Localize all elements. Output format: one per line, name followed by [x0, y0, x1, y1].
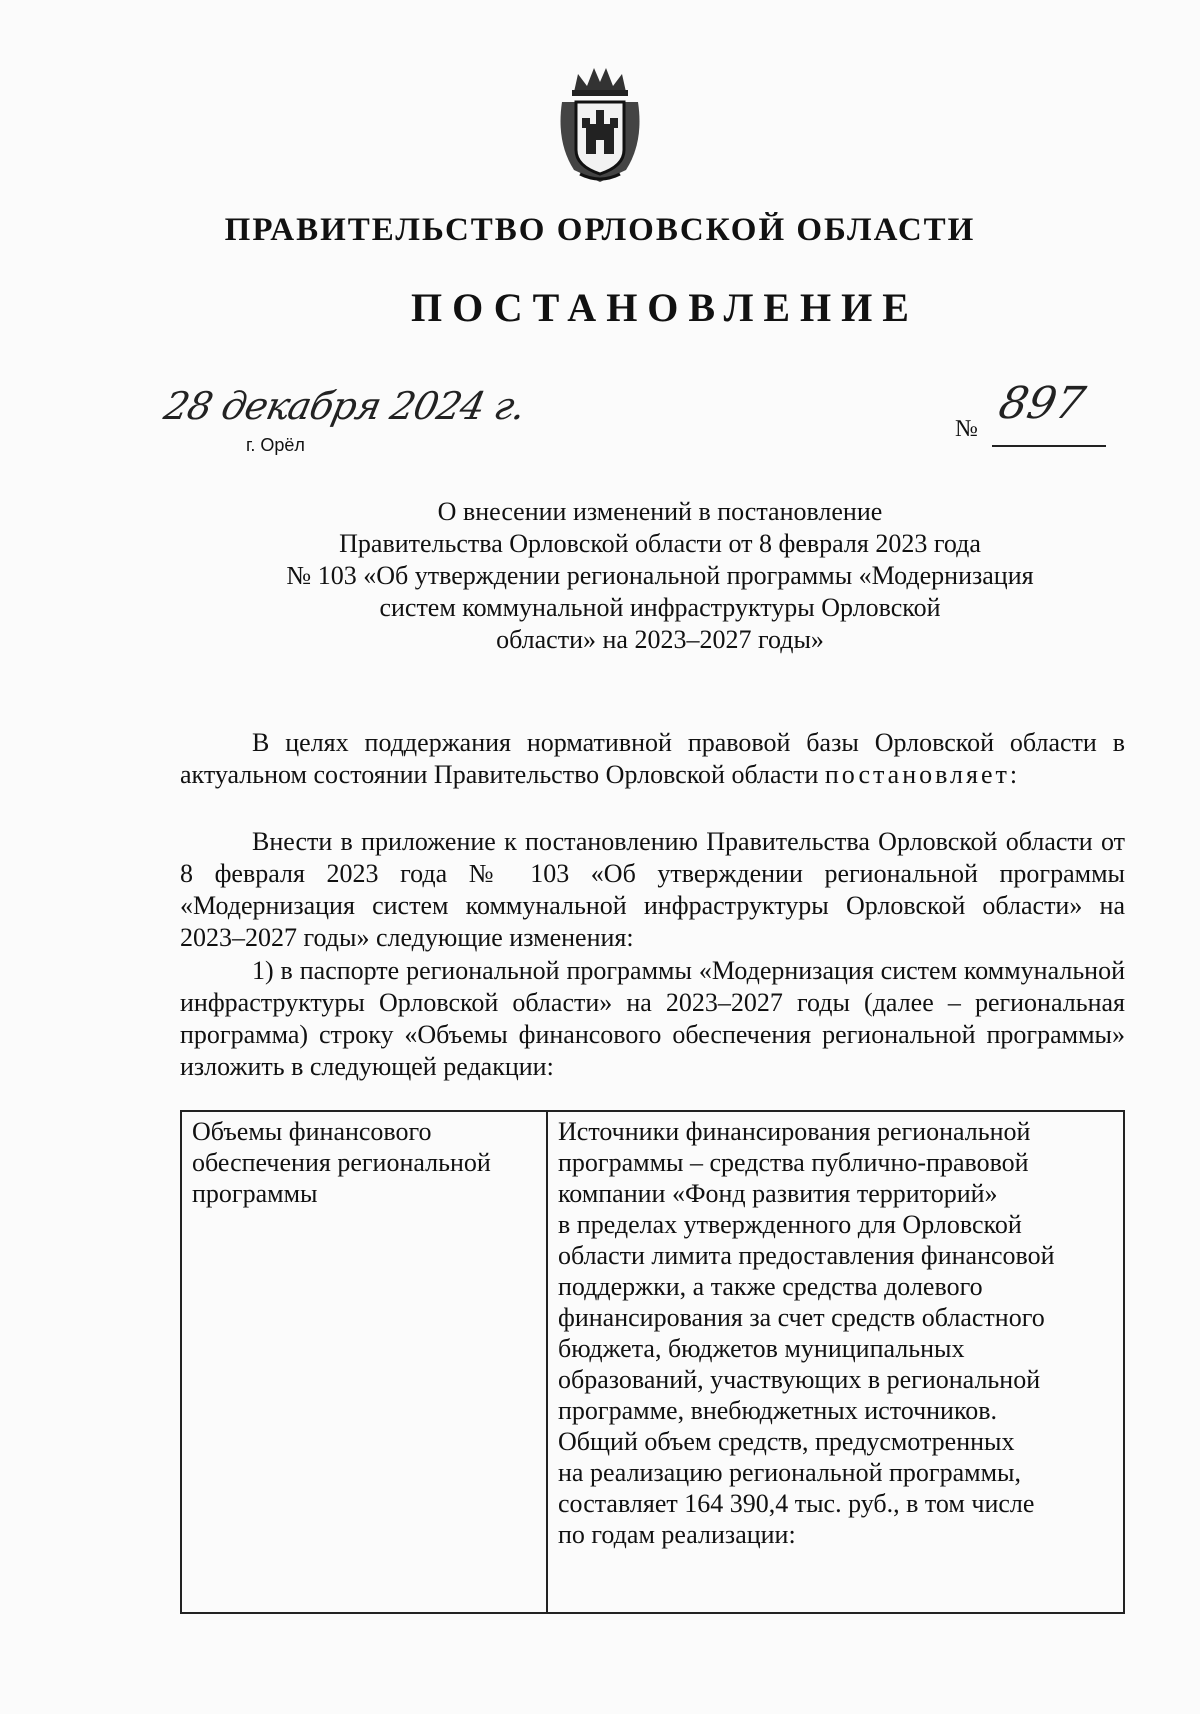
cell-line: образований, участвующих в региональной [558, 1365, 1041, 1394]
coat-of-arms-icon [554, 62, 646, 184]
handwritten-date: 28 декабря 2024 г. [160, 384, 529, 428]
city-label: г. Орёл [246, 435, 305, 455]
cell-line: финансирования за счет средств областного [558, 1303, 1045, 1332]
cell-line: Источники финансирования региональной [558, 1117, 1031, 1146]
preamble-text: В целях поддержания нормативной правовой базы Орловской области в актуальном состоянии Правительство Орловской области [180, 728, 1125, 789]
table-cell-value [547, 1111, 1124, 1613]
cell-line: области лимита предоставления финансовой [558, 1241, 1055, 1270]
cell-line: по годам реализации: [558, 1520, 796, 1549]
document-subject [0, 496, 1200, 656]
subject-line: № 103 «Об утверждении региональной программы «Модернизация [286, 561, 1034, 590]
cell-line: Общий объем средств, предусмотренных [558, 1427, 1015, 1456]
cell-line: программе, внебюджетных источников. [558, 1396, 998, 1425]
table-cell-label [181, 1111, 547, 1613]
cell-line: Объемы финансового [192, 1117, 432, 1146]
resolves-word: постановляет: [824, 760, 1021, 789]
preamble-paragraph [180, 727, 1125, 791]
cell-line: программы [192, 1179, 318, 1208]
subject-line: Правительства Орловской области от 8 февраля 2023 года [339, 529, 981, 558]
handwritten-number: 897 [994, 378, 1090, 429]
document-type-title: ПОСТАНОВЛЕНИЕ [411, 285, 919, 330]
cell-line: составляет 164 390,4 тыс. руб., в том числе [558, 1489, 1035, 1518]
subject-line: систем коммунальной инфраструктуры Орловской [379, 593, 941, 622]
cell-line: компании «Фонд развития территорий» [558, 1179, 998, 1208]
table-row [181, 1111, 1124, 1613]
cell-line: на реализацию региональной программы, [558, 1458, 1021, 1487]
cell-line: бюджета, бюджетов муниципальных [558, 1334, 965, 1363]
amendment-paragraph: Внести в приложение к постановлению Правительства Орловской области от 8 февраля 2023 года № 103 «Об утверждении региональной программы «Модернизация систем коммунальной инфраструктуры Орловской области» на 2023–2027 годы» следующие изменения: [180, 827, 1125, 952]
cell-line: поддержки, а также средства долевого [558, 1272, 983, 1301]
government-title: ПРАВИТЕЛЬСТВО ОРЛОВСКОЙ ОБЛАСТИ [224, 212, 976, 248]
cell-line: программы – средства публично-правовой [558, 1148, 1029, 1177]
subject-line: О внесении изменений в постановление [437, 497, 883, 526]
number-label: № [955, 416, 978, 442]
cell-line: в пределах утвержденного для Орловской [558, 1210, 1022, 1239]
subject-line: области» на 2023–2027 годы» [496, 625, 824, 654]
number-underline [992, 445, 1106, 447]
financing-table [180, 1110, 1125, 1614]
cell-line: обеспечения региональной [192, 1148, 491, 1177]
item-1-paragraph: 1) в паспорте региональной программы «Модернизация систем коммунальной инфраструктуры Орловской области» на 2023–2027 годы (далее – региональная программа) строку «Объемы финансового обеспечения региональной программы» изложить в следующей редакции: [180, 956, 1125, 1081]
